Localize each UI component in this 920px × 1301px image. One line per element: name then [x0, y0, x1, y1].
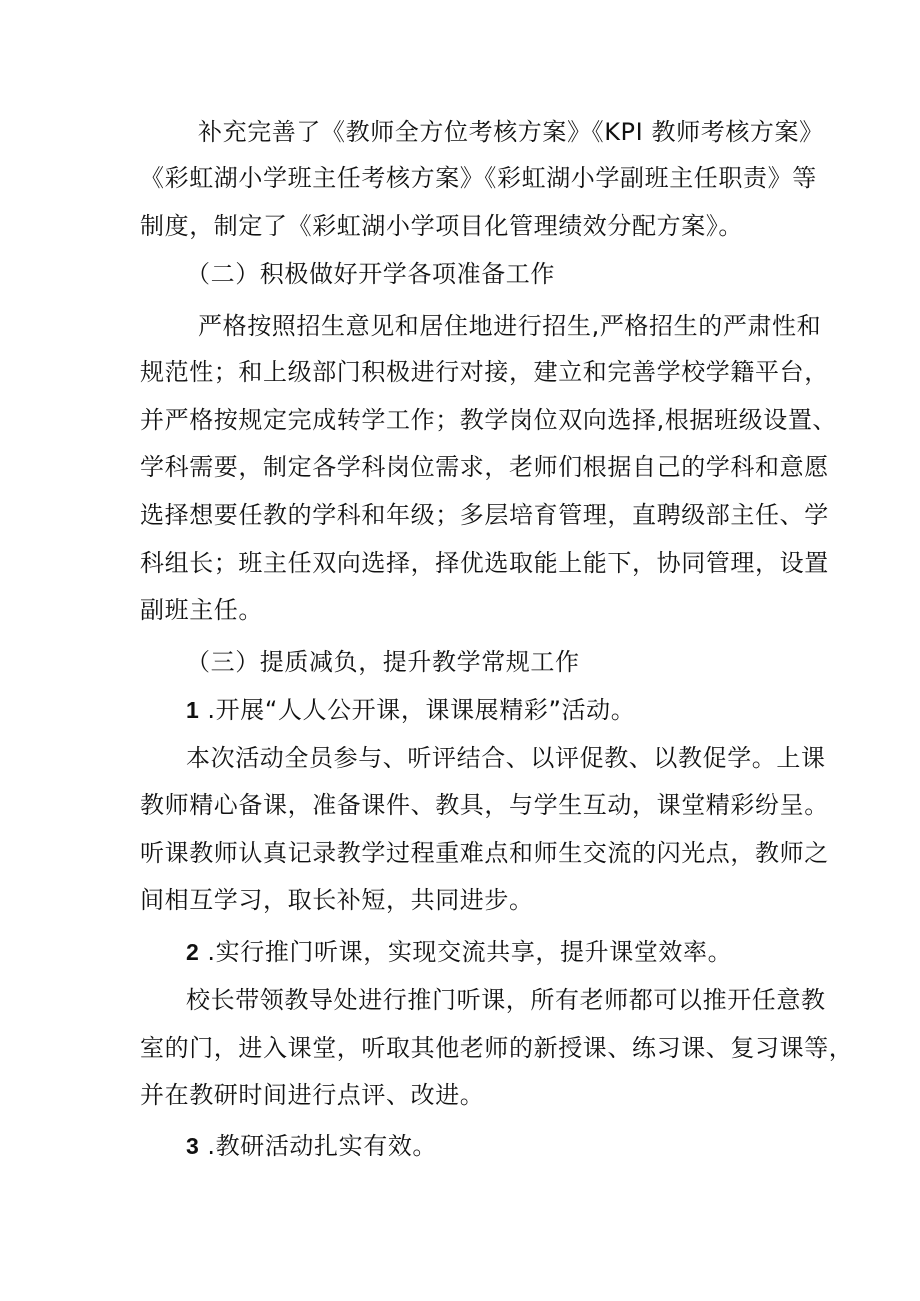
paragraph-line: 选择想要任教的学科和年级；多层培育管理，直聘级部主任、学: [140, 501, 829, 529]
section-heading: （三）提质减负，提升教学常规工作: [186, 648, 580, 676]
paragraph-line: 并在教研时间进行点评、改进。: [140, 1081, 485, 1109]
paragraph-line: 室的门，进入课堂，听取其他老师的新授课、练习课、复习课等，: [140, 1034, 854, 1062]
paragraph-line: 补充完善了《教师全方位考核方案》《KPI 教师考核方案》: [198, 118, 824, 146]
item-number: 1: [186, 697, 200, 723]
paragraph-line: 规范性；和上级部门积极进行对接，建立和完善学校学籍平台，: [140, 358, 829, 386]
paragraph-line: 间相互学习，取长补短，共同进步。: [140, 886, 534, 914]
paragraph-line: 制度，制定了《彩虹湖小学项目化管理绩效分配方案》。: [140, 212, 743, 240]
paragraph-line: 《彩虹湖小学班主任考核方案》《彩虹湖小学副班主任职责》等: [140, 164, 817, 192]
numbered-item: [186, 937, 732, 967]
paragraph-line: 严格按照招生意见和居住地进行招生,严格招生的严肃性和: [198, 312, 822, 340]
paragraph-line: 学科需要，制定各学科岗位需求，老师们根据自己的学科和意愿: [140, 453, 829, 481]
item-text: .教研活动扎实有效。: [207, 1132, 438, 1160]
item-number: 3: [186, 1133, 200, 1159]
numbered-item: [186, 695, 635, 725]
item-number: 2: [186, 939, 200, 965]
item-text: .开展“人人公开课，课课展精彩”活动。: [207, 696, 636, 724]
paragraph-line: 科组长；班主任双向选择，择优选取能上能下，协同管理，设置: [140, 549, 829, 577]
item-text: .实行推门听课，实现交流共享，提升课堂效率。: [207, 938, 733, 966]
paragraph-line: 教师精心备课，准备课件、教具，与学生互动，课堂精彩纷呈。: [140, 791, 829, 819]
numbered-item: [186, 1131, 437, 1161]
paragraph-line: 副班主任。: [140, 596, 263, 624]
paragraph-line: 并严格按规定完成转学工作；教学岗位双向选择,根据班级设置、: [140, 406, 838, 434]
paragraph-line: 校长带领教导处进行推门听课，所有老师都可以推开任意教: [186, 986, 826, 1014]
paragraph-line: 听课教师认真记录教学过程重难点和师生交流的闪光点，教师之: [140, 839, 829, 867]
section-heading: （二）积极做好开学各项准备工作: [186, 260, 555, 288]
paragraph-line: 本次活动全员参与、听评结合、以评促教、以教促学。上课: [186, 744, 826, 772]
